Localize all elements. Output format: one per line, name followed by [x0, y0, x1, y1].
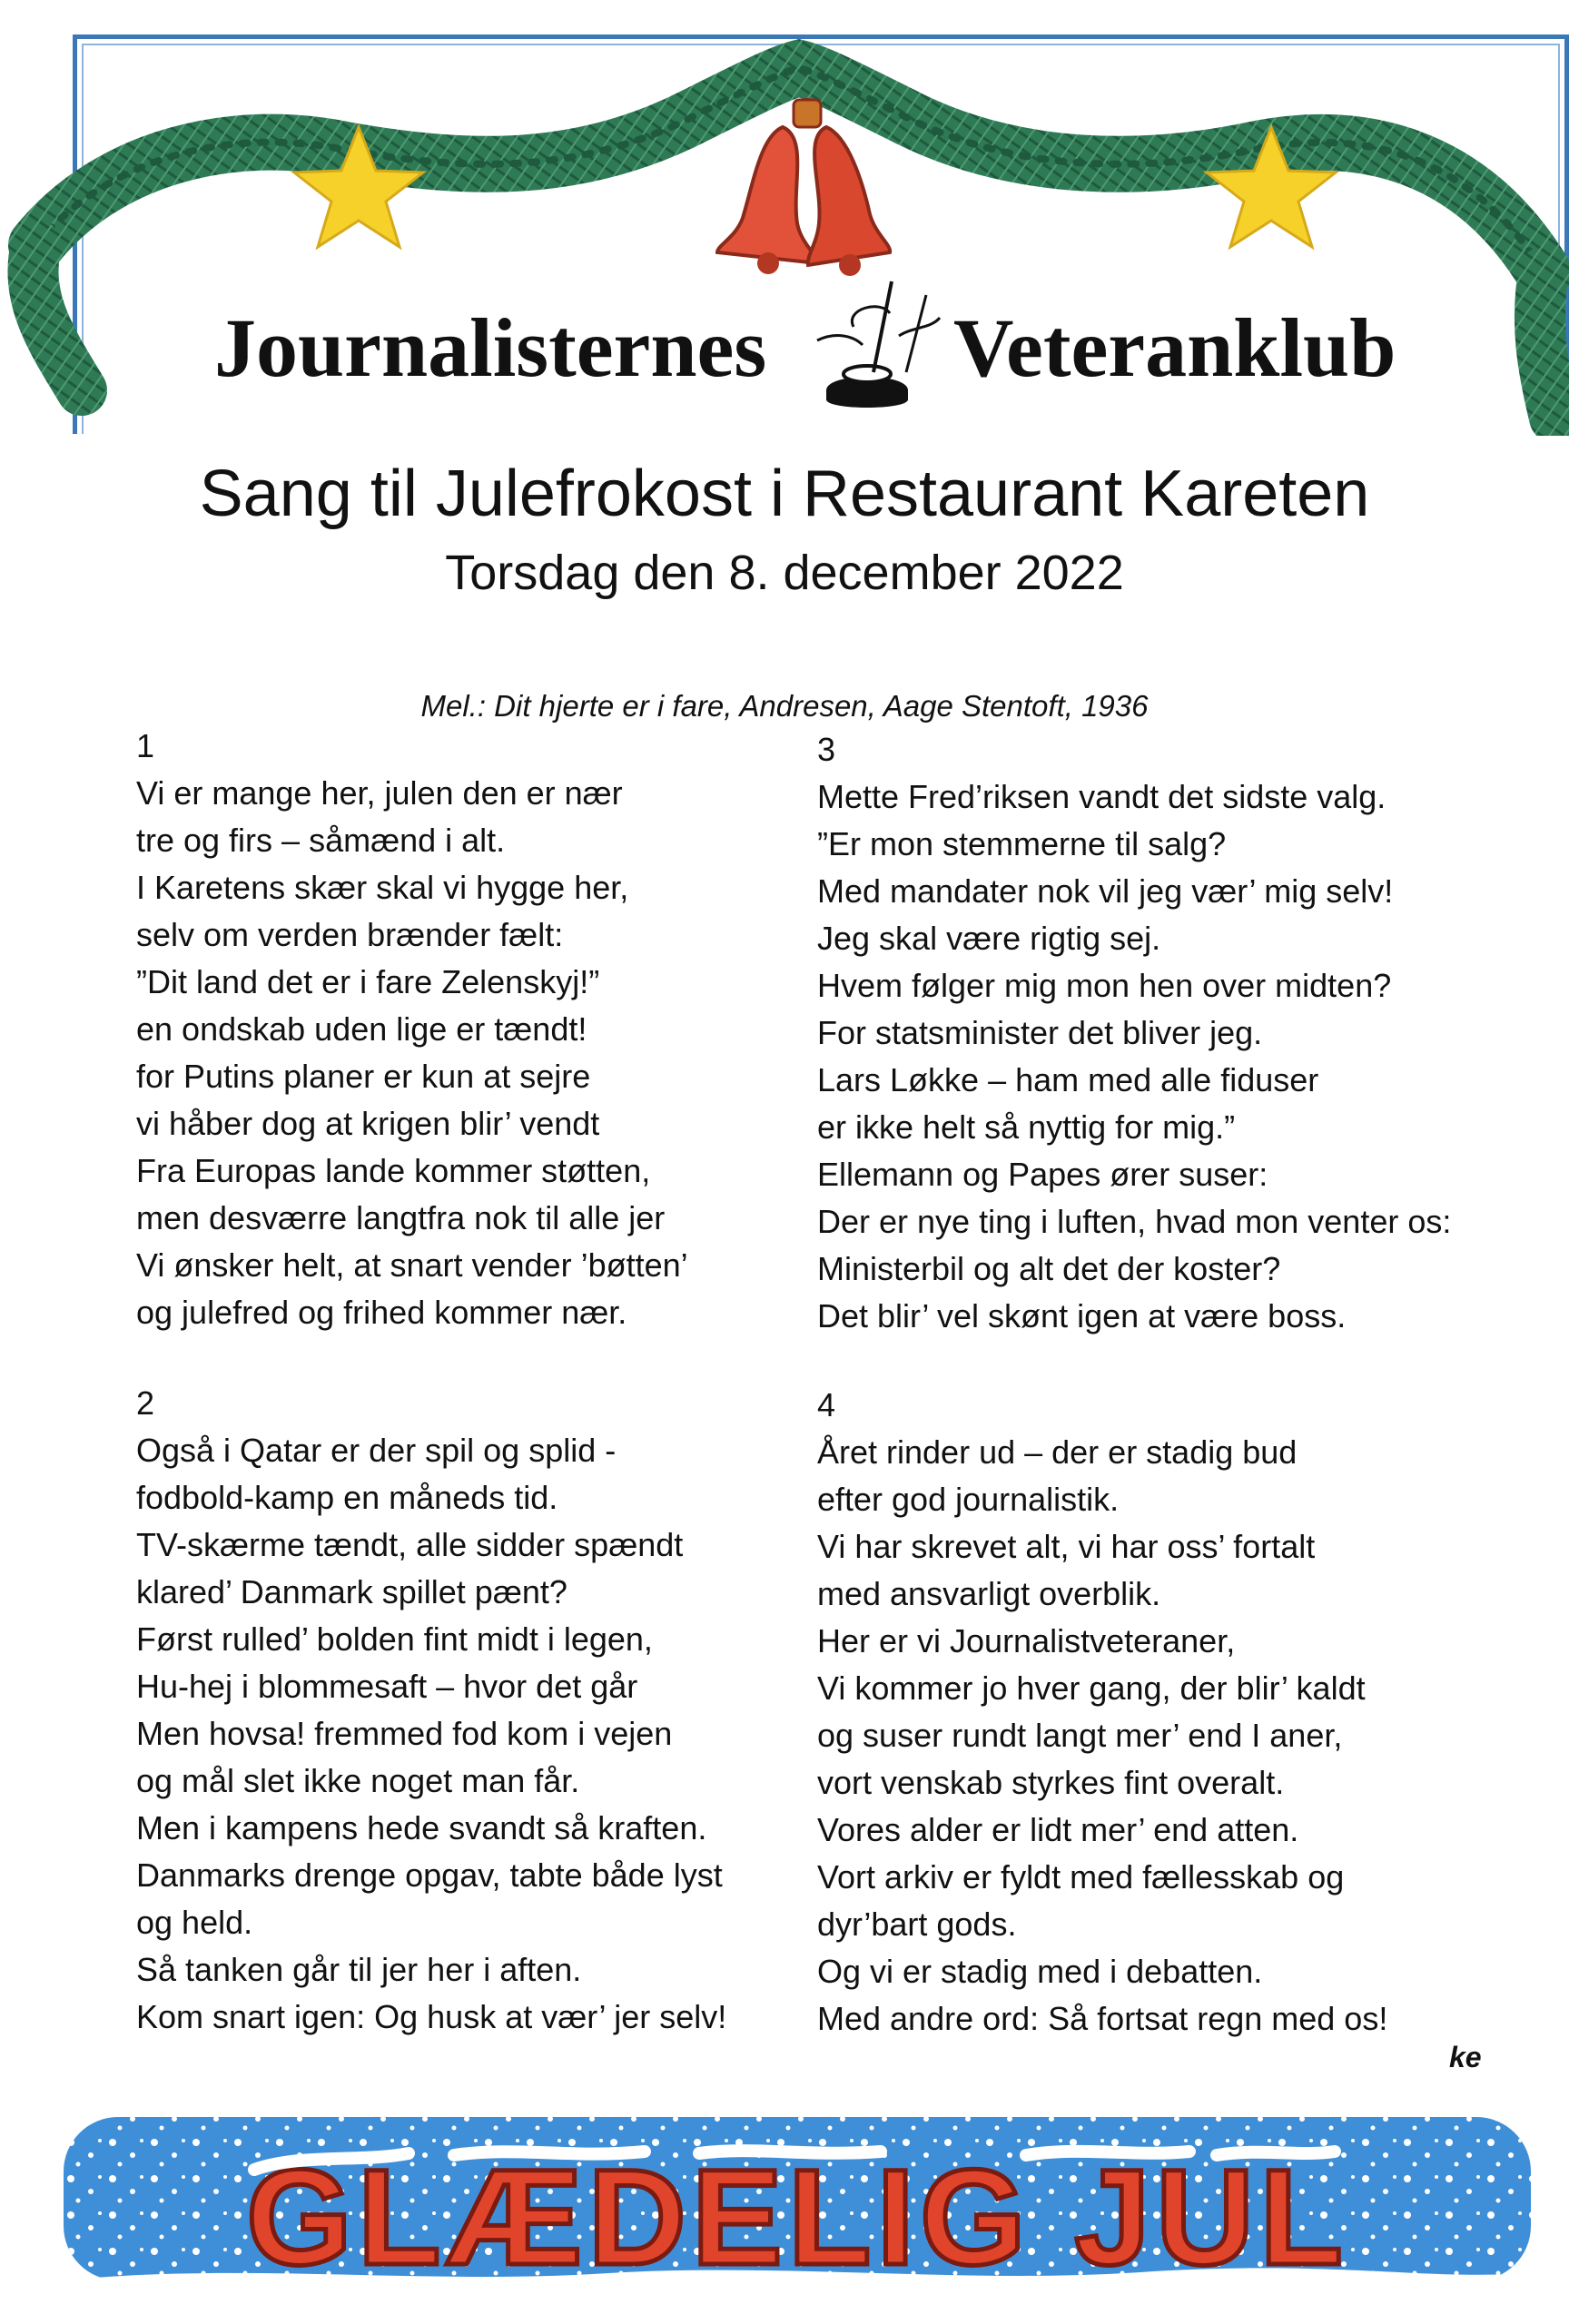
- verse-line: ”Dit land det er i fare Zelenskyj!”: [136, 963, 600, 1000]
- verse-line: TV-skærme tændt, alle sidder spændt: [136, 1526, 684, 1563]
- verse-line: Her er vi Journalistveteraner,: [817, 1622, 1236, 1659]
- christmas-banner: [64, 2099, 1531, 2311]
- verse-4: [817, 1382, 1507, 2043]
- verse-line: er ikke helt så nyttig for mig.”: [817, 1108, 1236, 1146]
- club-name-right: Veteranklub: [953, 301, 1396, 394]
- song-date: Torsdag den 8. december 2022: [445, 546, 1124, 600]
- verse-line: Vort arkiv er fyldt med fællesskab og: [817, 1858, 1345, 1896]
- verse-line: og julefred og frihed kommer nær.: [136, 1294, 627, 1331]
- verse-line: Lars Løkke – ham med alle fiduser: [817, 1061, 1319, 1098]
- verse-line: efter god journalistik.: [817, 1481, 1120, 1518]
- verse-line: Vi er mange her, julen den er nær: [136, 774, 623, 812]
- verse-line: Vi har skrevet alt, vi har oss’ fortalt: [817, 1528, 1316, 1565]
- verse-line: og suser rundt langt mer’ end I aner,: [817, 1717, 1343, 1754]
- verse-line: Hu-hej i blommesaft – hvor det går: [136, 1668, 638, 1705]
- song-title: Sang til Julefrokost i Restaurant Kareten: [199, 458, 1370, 530]
- verse-line: Vi kommer jo hver gang, der blir’ kaldt: [817, 1669, 1366, 1707]
- verse-line: Ellemann og Papes ører suser:: [817, 1156, 1268, 1193]
- verse-line: Fra Europas lande kommer støtten,: [136, 1152, 651, 1189]
- verse-line: dyr’bart gods.: [817, 1905, 1017, 1943]
- verse-line: Kom snart igen: Og husk at vær’ jer selv!: [136, 1998, 727, 2035]
- verse-line: Jeg skal være rigtig sej.: [817, 920, 1161, 957]
- verse-line: fodbold-kamp en måneds tid.: [136, 1479, 558, 1516]
- verse-number: 2: [136, 1384, 155, 1422]
- verse-line: en ondskab uden lige er tændt!: [136, 1010, 587, 1048]
- verse-line: Mette Fred’riksen vandt det sidste valg.: [817, 778, 1386, 815]
- verse-line: Med andre ord: Så fortsat regn med os!: [817, 2000, 1388, 2037]
- verse-number: 3: [817, 731, 836, 768]
- verse-line: Også i Qatar er der spil og splid -: [136, 1432, 617, 1469]
- verse-line: vi håber dog at krigen blir’ vendt: [136, 1105, 600, 1142]
- verse-line: I Karetens skær skal vi hygge her,: [136, 869, 629, 906]
- verse-line: klared’ Danmark spillet pænt?: [136, 1573, 567, 1610]
- verse-line: Med mandater nok vil jeg vær’ mig selv!: [817, 872, 1394, 910]
- verse-line: men desværre langtfra nok til alle jer: [136, 1199, 666, 1236]
- verse-line: Men i kampens hede svandt så kraften.: [136, 1809, 707, 1846]
- verse-line: og mål slet ikke noget man får.: [136, 1762, 580, 1799]
- verse-line: Der er nye ting i luften, hvad mon venter os:: [817, 1203, 1452, 1240]
- verse-line: Og vi er stadig med i debatten.: [817, 1953, 1263, 1990]
- verse-line: Hvem følger mig mon hen over midten?: [817, 967, 1392, 1004]
- verse-line: Danmarks drenge opgav, tabte både lyst: [136, 1856, 723, 1894]
- verse-line: Men hovsa! fremmed fod kom i vejen: [136, 1715, 673, 1752]
- verse-1: [136, 723, 826, 1336]
- verse-line: Så tanken går til jer her i aften.: [136, 1951, 582, 1988]
- verse-line: og held.: [136, 1904, 253, 1941]
- verse-line: tre og firs – såmænd i alt.: [136, 822, 506, 859]
- verse-line: vort venskab styrkes fint overalt.: [817, 1764, 1285, 1801]
- verse-line: Først rulled’ bolden fint midt i legen,: [136, 1620, 653, 1658]
- verse-3: [817, 726, 1507, 1340]
- verse-line: selv om verden brænder fælt:: [136, 916, 564, 953]
- verse-line: Ministerbil og alt det der koster?: [817, 1250, 1281, 1287]
- verse-number: 1: [136, 727, 155, 764]
- verse-line: For statsminister det bliver jeg.: [817, 1014, 1263, 1051]
- verse-line: Vores alder er lidt mer’ end atten.: [817, 1811, 1299, 1848]
- verse-line: med ansvarligt overblik.: [817, 1575, 1161, 1612]
- banner-text: GLÆDELIG JUL: [246, 2141, 1348, 2293]
- verse-2: [136, 1380, 826, 2041]
- verse-line: Vi ønsker helt, at snart vender ’bøtten’: [136, 1246, 688, 1284]
- verse-line: for Putins planer er kun at sejre: [136, 1058, 591, 1095]
- club-name-left: Journalisternes: [214, 301, 767, 394]
- verse-number: 4: [817, 1386, 836, 1423]
- verse-line: ”Er mon stemmerne til salg?: [817, 825, 1227, 862]
- verse-line: Det blir’ vel skønt igen at være boss.: [817, 1297, 1347, 1334]
- melody-credit: Mel.: Dit hjerte er i fare, Andresen, Aage Stentoft, 1936: [420, 689, 1149, 723]
- club-title: [0, 300, 1569, 409]
- verse-line: Året rinder ud – der er stadig bud: [817, 1433, 1298, 1471]
- author-signature: ke: [1449, 2041, 1482, 2073]
- inkwell-icon: [790, 272, 944, 418]
